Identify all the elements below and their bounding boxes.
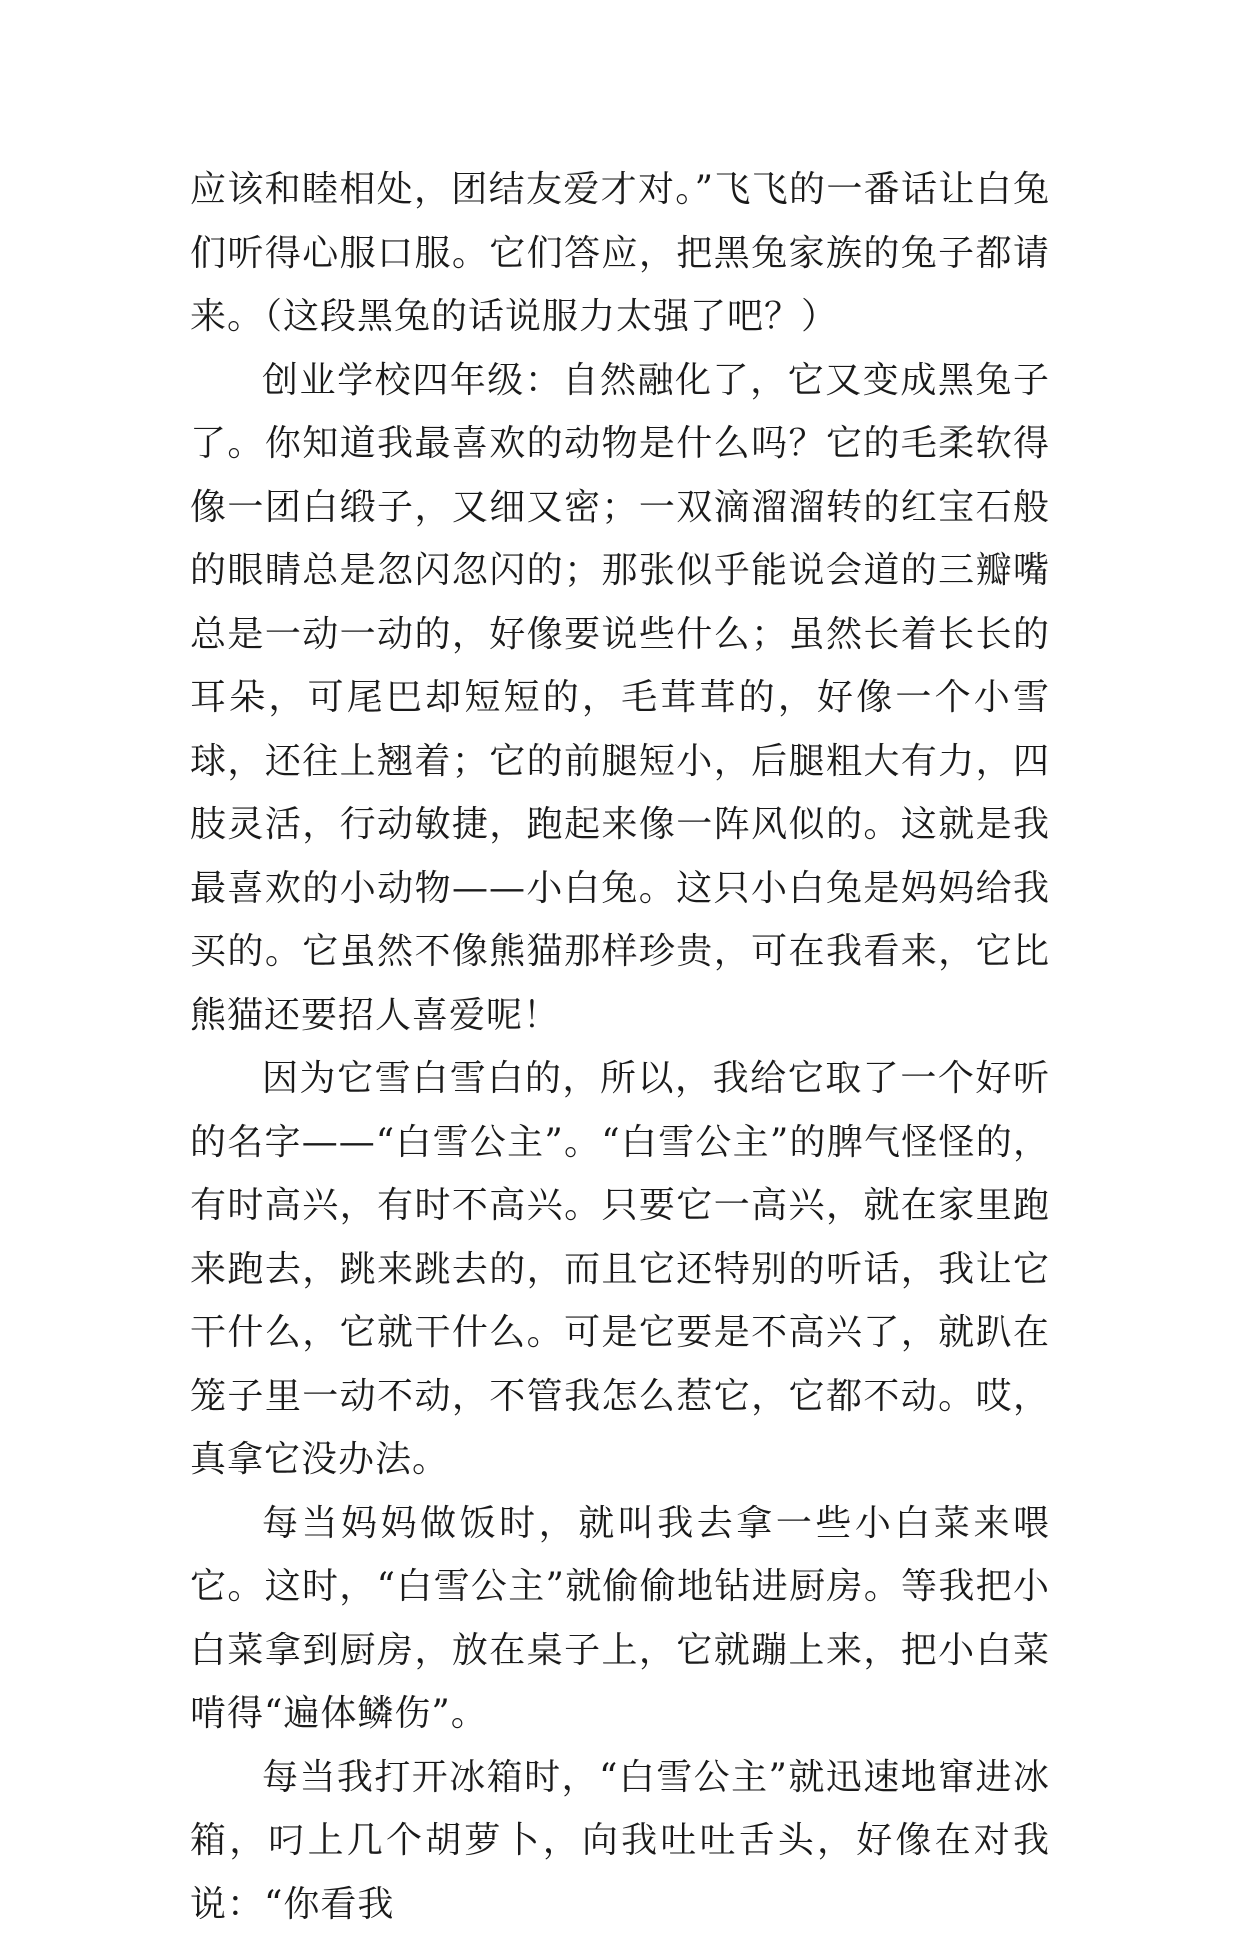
paragraph-2: 创业学校四年级：自然融化了，它又变成黑兔子了。你知道我最喜欢的动物是什么吗？它的毛柔软得像一团白缎子，又细又密；一双滴溜溜转的红宝石般的眼睛总是忽闪忽闪的；那张似乎能说会道的三瓣嘴总是一动一动的，好像要说些什么；虽然长着长长的耳朵，可尾巴却短短的，毛茸茸的，好像一个小雪球，还往上翘着；它的前腿短小，后腿粗大有力，四肢灵活，行动敏捷，跑起来像一阵风似的。这就是我最喜欢的小动物——小白兔。这只小白兔是妈妈给我买的。它虽然不像熊猫那样珍贵，可在我看来，它比熊猫还要招人喜爱呢！ bbox=[190, 349, 1050, 1048]
paragraph-5: 每当我打开冰箱时，“白雪公主”就迅速地窜进冰箱，叼上几个胡萝卜，向我吐吐舌头，好像在对我说：“你看我 bbox=[190, 1746, 1050, 1936]
document-body bbox=[190, 158, 1050, 1936]
paragraph-1: 应该和睦相处，团结友爱才对。”飞飞的一番话让白兔们听得心服口服。它们答应，把黑兔家族的兔子都请来。（这段黑兔的话说服力太强了吧？） bbox=[190, 158, 1050, 349]
paragraph-3: 因为它雪白雪白的，所以，我给它取了一个好听的名字——“白雪公主”。“白雪公主”的脾气怪怪的，有时高兴，有时不高兴。只要它一高兴，就在家里跑来跑去，跳来跳去的，而且它还特别的听话，我让它干什么，它就干什么。可是它要是不高兴了，就趴在笼子里一动不动，不管我怎么惹它，它都不动。哎，真拿它没办法。 bbox=[190, 1047, 1050, 1492]
paragraph-4: 每当妈妈做饭时，就叫我去拿一些小白菜来喂它。这时，“白雪公主”就偷偷地钻进厨房。等我把小白菜拿到厨房，放在桌子上，它就蹦上来，把小白菜啃得“遍体鳞伤”。 bbox=[190, 1492, 1050, 1746]
